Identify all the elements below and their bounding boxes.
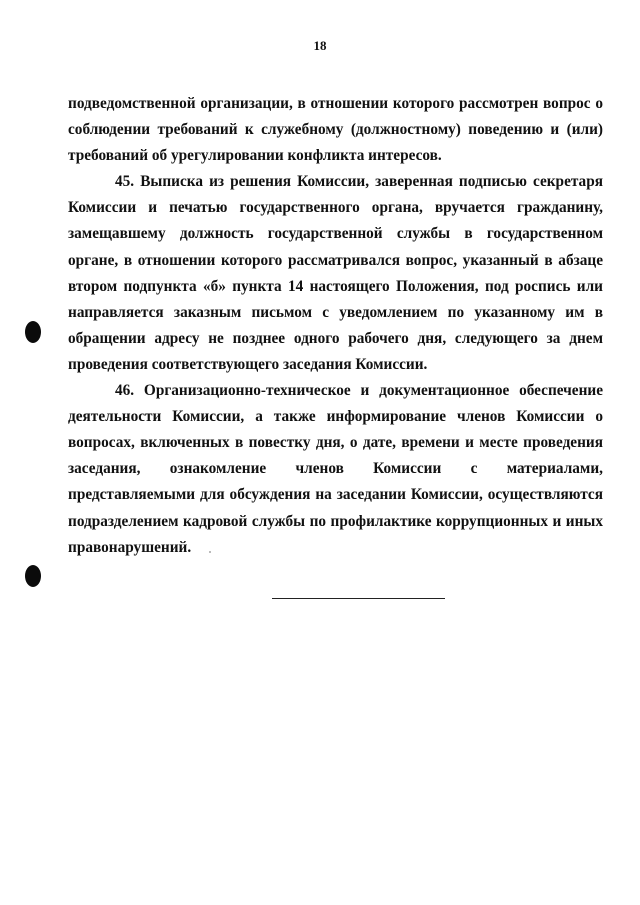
page-number: 18: [313, 38, 327, 53]
paragraph-item-46: 46. Организационно-техническое и документационное обеспечение деятельности Комиссии, а также информирование членов Комиссии о вопросах, включенных в повестку дня, о дате, времени и месте проведения заседания, ознакомление членов Комиссии с материалами, представляемыми для обсуждения на заседании Комиссии, осуществляются подразделением кадровой службы по профилактике коррупционных и иных правонарушений.: [68, 382, 603, 556]
document-body: [68, 91, 603, 561]
punch-hole-mark: [25, 565, 41, 587]
end-of-document-rule: [272, 598, 445, 599]
punch-hole-mark: [25, 321, 41, 343]
scan-speck: [209, 551, 211, 553]
paragraph-item-45: 45. Выписка из решения Комиссии, заверенная подписью секретаря Комиссии и печатью государственного органа, вручается гражданину, замещавшему должность государственной службы в государственном органе, в отношении которого рассматривался вопрос, указанный в абзаце втором подпункта «б» пункта 14 настоящего Положения, под роспись или направляется заказным письмом с уведомлением по указанному им в обращении адресу не позднее одного рабочего дня, следующего за днем проведения соответствующего заседания Комиссии.: [68, 173, 603, 373]
paragraph-continuation: подведомственной организации, в отношении которого рассмотрен вопрос о соблюдении требований к служебному (должностному) поведению и (или) требований об урегулировании конфликта интересов.: [68, 95, 603, 165]
